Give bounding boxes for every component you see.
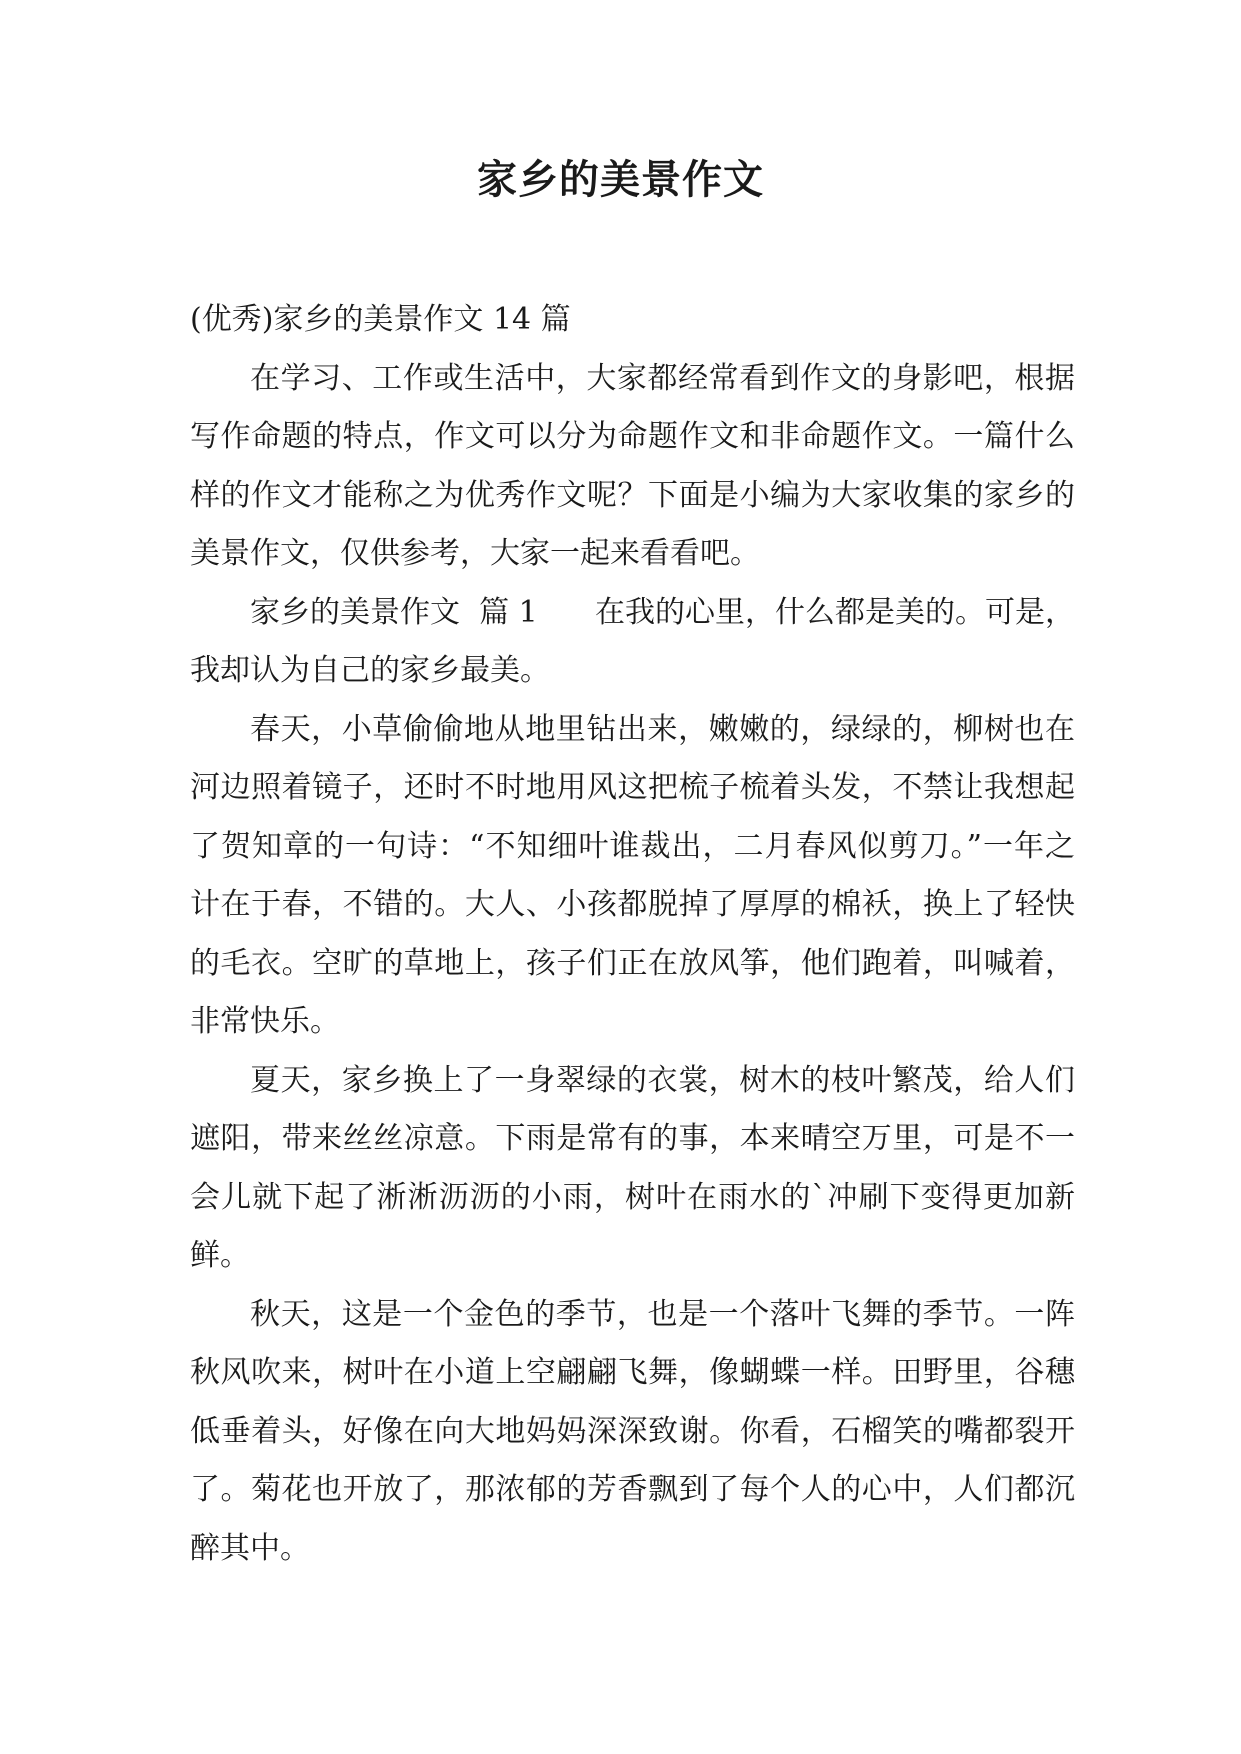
document-body (190, 291, 1075, 1578)
intro-paragraph: 在学习、工作或生活中，大家都经常看到作文的身影吧，根据写作命题的特点，作文可以分为命题作文和非命题作文。一篇什么样的作文才能称之为优秀作文呢？下面是小编为大家收集的家乡的美景作文，仅供参考，大家一起来看看吧。 (190, 360, 1075, 571)
summer-paragraph: 夏天，家乡换上了一身翠绿的衣裳，树木的枝叶繁茂，给人们遮阳，带来丝丝凉意。下雨是常有的事，本来晴空万里，可是不一会儿就下起了淅淅沥沥的小雨，树叶在雨水的`冲刷下变得更加新鲜。 (190, 1062, 1075, 1273)
document-subtitle: (优秀)家乡的美景作文 14 篇 (190, 302, 571, 337)
spring-paragraph: 春天，小草偷偷地从地里钻出来，嫩嫩的，绿绿的，柳树也在河边照着镜子，还时不时地用风这把梳子梳着头发，不禁让我想起了贺知章的一句诗：“不知细叶谁裁出，二月春风似剪刀。”一年之计在于春，不错的。大人、小孩都脱掉了厚厚的棉袄，换上了轻快的毛衣。空旷的草地上，孩子们正在放风筝，他们跑着，叫喊着，非常快乐。 (190, 711, 1075, 1039)
autumn-paragraph: 秋天，这是一个金色的季节，也是一个落叶飞舞的季节。一阵秋风吹来，树叶在小道上空翩翩飞舞，像蝴蝶一样。田野里，谷穗低垂着头，好像在向大地妈妈深深致谢。你看，石榴笑的嘴都裂开了。菊花也开放了，那浓郁的芳香飘到了每个人的心中，人们都沉醉其中。 (190, 1296, 1075, 1566)
document-title: 家乡的美景作文 (477, 157, 764, 203)
essay-1-opening-paragraph: 家乡的美景作文 篇 1 在我的心里，什么都是美的。可是，我却认为自己的家乡最美。 (190, 594, 1075, 688)
